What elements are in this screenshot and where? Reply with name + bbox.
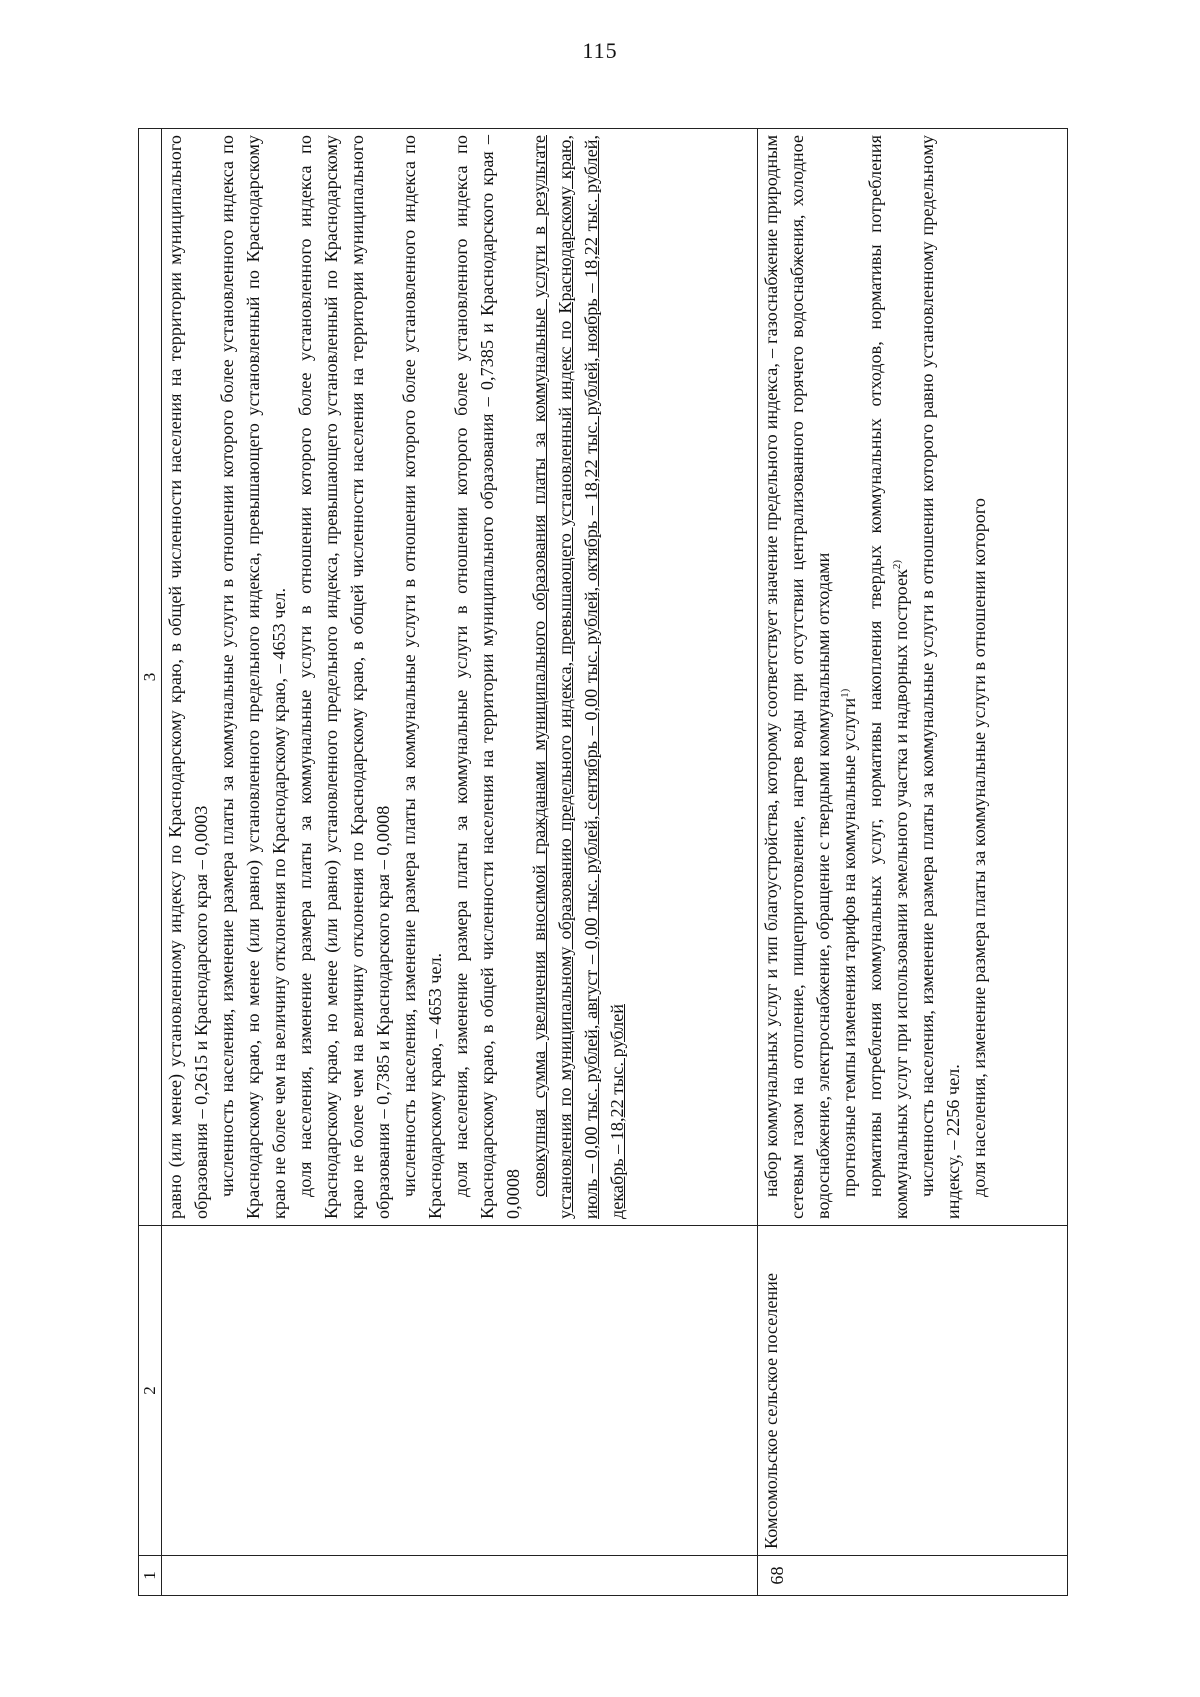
header-row xyxy=(139,129,162,1596)
table-row xyxy=(758,129,1068,1596)
paragraph: набор коммунальных услуг и тип благоустройства, которому соответствует значение предельного индекса, – газоснабжение природным сетевым газом на отопление, пищеприготовление, нагрев воды при отсутствии централизованного горячего водоснабжения, холодное водоснабжение, электроснабжение, обращение с твердыми коммунальными отходами xyxy=(761,135,833,1219)
row-number: 68 xyxy=(758,1556,1068,1596)
page-number: 115 xyxy=(582,38,618,63)
footnote-marker: 1) xyxy=(838,688,851,698)
paragraph: равно (или менее) установленному индексу по Краснодарскому краю, в общей численности населения на территории муниципального образования – 0,2615 и Краснодарского края – 0,0003 xyxy=(165,135,211,1219)
paragraph xyxy=(862,135,914,1219)
footnote-marker: 2) xyxy=(890,559,903,570)
data-table xyxy=(138,128,1068,1596)
municipality-name: Комсомольское сельское поселение xyxy=(758,1226,1068,1556)
paragraph: доля населения, изменение размера платы за коммунальные услуги в отношении которого xyxy=(969,498,989,1197)
indicator-cell xyxy=(162,129,758,1226)
paragraph: численность населения, изменение размера платы за коммунальные услуги в отношении которого более установленного индекса по Краснодарскому краю, но менее (или равно) установленного предельного индекса, превышающего установленный по Краснодарскому краю не более чем на величину отклонения по Краснодарскому краю, – 4653 чел. xyxy=(217,135,289,1219)
paragraph: доля населения, изменение размера платы за коммунальные услуги в отношении которого более установленного индекса по Краснодарскому краю, но менее (или равно) установленного предельного индекса, превышающего установленный по Краснодарскому краю не более чем на величину отклонения по Краснодарскому краю, в общей численности населения на территории муниципального образования – 0,7385 и Краснодарского края – 0,0008 xyxy=(295,135,393,1219)
table-row xyxy=(162,129,758,1596)
paragraph xyxy=(836,135,862,1219)
header-col-1: 1 xyxy=(139,1556,162,1596)
row-number xyxy=(162,1556,758,1596)
landscape-page xyxy=(138,128,1068,1596)
municipality-name xyxy=(162,1226,758,1556)
paragraph: доля населения, изменение размера платы за коммунальные услуги в отношении которого более установленного индекса по Краснодарскому краю, в общей численности населения на территории муниципального образования – 0,7385 и Краснодарского края – 0,0008 xyxy=(451,135,523,1219)
header-col-2: 2 xyxy=(139,1226,162,1556)
rotated-table-region xyxy=(138,128,1068,1596)
paragraph: численность населения, изменение размера платы за коммунальные услуги в отношении которого равно установленному предельному индексу, – 2256 чел. xyxy=(917,135,963,1219)
paragraph: совокупная сумма увеличения вносимой гражданами муниципального образования платы за коммунальные услуги в результате установления по муниципальному образованию предельного индекса, превышающего установленный индекс по Краснодарскому краю, июль – 0,00 тыс. рублей, август – 0,00 тыс. рублей, сентябрь – 0,00 тыс. рублей, октябрь – 18,22 тыс. рублей, ноябрь – 18,22 тыс. рублей, декабрь – 18,22 тыс. рублей xyxy=(529,135,627,1219)
header-col-3: 3 xyxy=(139,129,162,1226)
paragraph-text: прогнозные темпы изменения тарифов на коммунальные услуги xyxy=(839,697,859,1197)
paragraph: численность населения, изменение размера платы за коммунальные услуги в отношении которого более установленного индекса по Краснодарскому краю, – 4653 чел. xyxy=(399,135,445,1219)
paragraph-text: нормативы потребления коммунальных услуг, нормативы накопления твердых коммунальных отходов, нормативы потребления коммунальных услуг при использовании земельного участка и надворных построек xyxy=(865,135,911,1219)
indicator-cell xyxy=(758,129,1068,1226)
